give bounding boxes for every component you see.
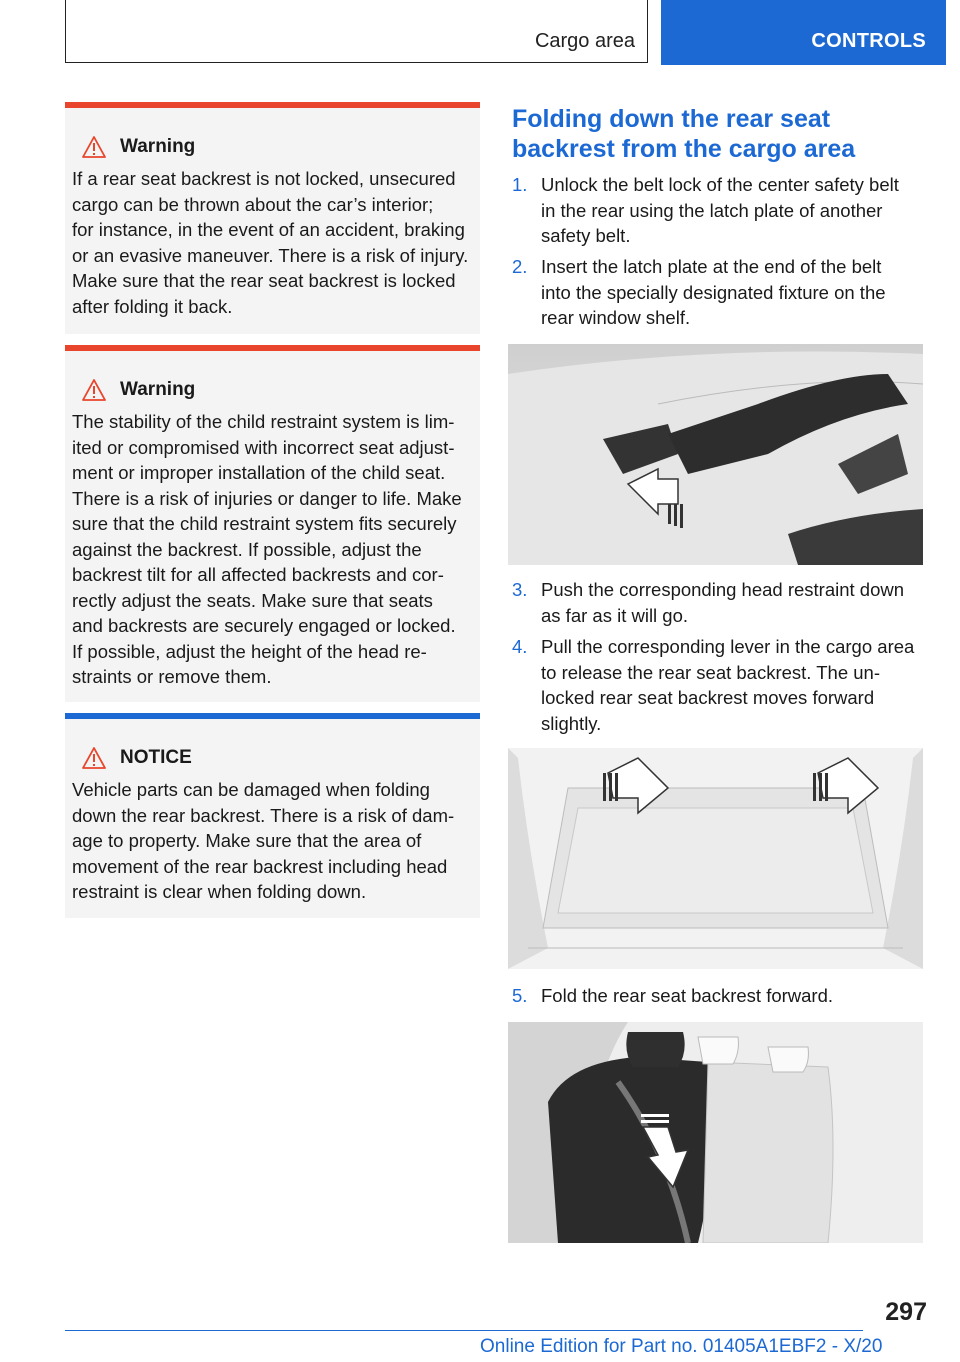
notice-text: Vehicle parts can be damaged when folding down the rear backrest. There is a risk of dam- age to property. Make sure that the area of movement of the rear backrest including head restraint is clear when folding down. xyxy=(72,779,455,902)
step-number: 1. xyxy=(512,174,528,195)
warning-title: Warning xyxy=(120,136,196,157)
step-item xyxy=(512,254,926,331)
step-text: Unlock the belt lock of the center safety belt in the rear using the latch plate of another safety belt. xyxy=(541,174,899,246)
step-item xyxy=(512,634,926,736)
footer-divider xyxy=(65,1330,863,1331)
step-item xyxy=(512,172,926,249)
step-text: Insert the latch plate at the end of the belt into the specially designated fixture on the rear window shelf. xyxy=(541,256,886,328)
header-section-box xyxy=(65,0,648,63)
figure-cargo-levers xyxy=(508,748,923,969)
notice-box xyxy=(65,713,480,918)
figure-belt-latch xyxy=(508,344,923,565)
step-text: Pull the corresponding lever in the cargo area to release the rear seat backrest. The un- locked rear seat backrest moves forward slightly. xyxy=(541,636,915,734)
page-number: 297 xyxy=(885,1298,927,1326)
step-number: 4. xyxy=(512,636,528,657)
belt-latch-illustration xyxy=(508,344,923,565)
step-text: Push the corresponding head restraint down as far as it will go. xyxy=(541,579,905,626)
chapter-tab xyxy=(661,0,946,65)
step-text: Fold the rear seat backrest forward. xyxy=(541,985,834,1006)
warning-triangle-icon xyxy=(82,136,106,158)
warning-box-1 xyxy=(65,102,480,334)
warning-text: If a rear seat backrest is not locked, unsecured cargo can be thrown about the car’s interior; for instance, in the event of an accident, braking or an evasive maneuver. There is a risk of injury. Make sure that the rear seat backrest is locked after folding it back. xyxy=(72,168,469,317)
warning-triangle-icon xyxy=(82,379,106,401)
footer-edition: Online Edition for Part no. 01405A1EBF2 - X/20 xyxy=(480,1336,883,1357)
section-title: Cargo area xyxy=(534,30,635,52)
section-heading: Folding down the rear seat backrest from the cargo area xyxy=(512,105,856,163)
warning-box-2 xyxy=(65,345,480,702)
step-item xyxy=(512,983,926,1009)
step-number: 3. xyxy=(512,579,528,600)
step-item xyxy=(512,577,926,628)
warning-text: The stability of the child restraint system is lim- ited or compromised with incorrect seat adjust- ment or improper installation of the child seat. There is a risk of injuries or danger to life. Make sure that the child restraint system fits securely against the backrest. If possible, adjust the backrest tilt for all affected backrests and cor- rectly adjust the seats. Make sure that seats and backrests are securely engaged or locked. If possible, adjust the height of the head re- straints or remove them. xyxy=(72,411,462,687)
figure-fold-backrest xyxy=(508,1022,923,1243)
notice-triangle-icon xyxy=(82,747,106,769)
fold-backrest-illustration xyxy=(508,1022,923,1243)
warning-title: Warning xyxy=(120,379,196,400)
cargo-levers-illustration xyxy=(508,748,923,969)
step-number: 5. xyxy=(512,985,528,1006)
notice-title: NOTICE xyxy=(120,747,192,768)
chapter-title: CONTROLS xyxy=(811,30,926,52)
step-number: 2. xyxy=(512,256,528,277)
